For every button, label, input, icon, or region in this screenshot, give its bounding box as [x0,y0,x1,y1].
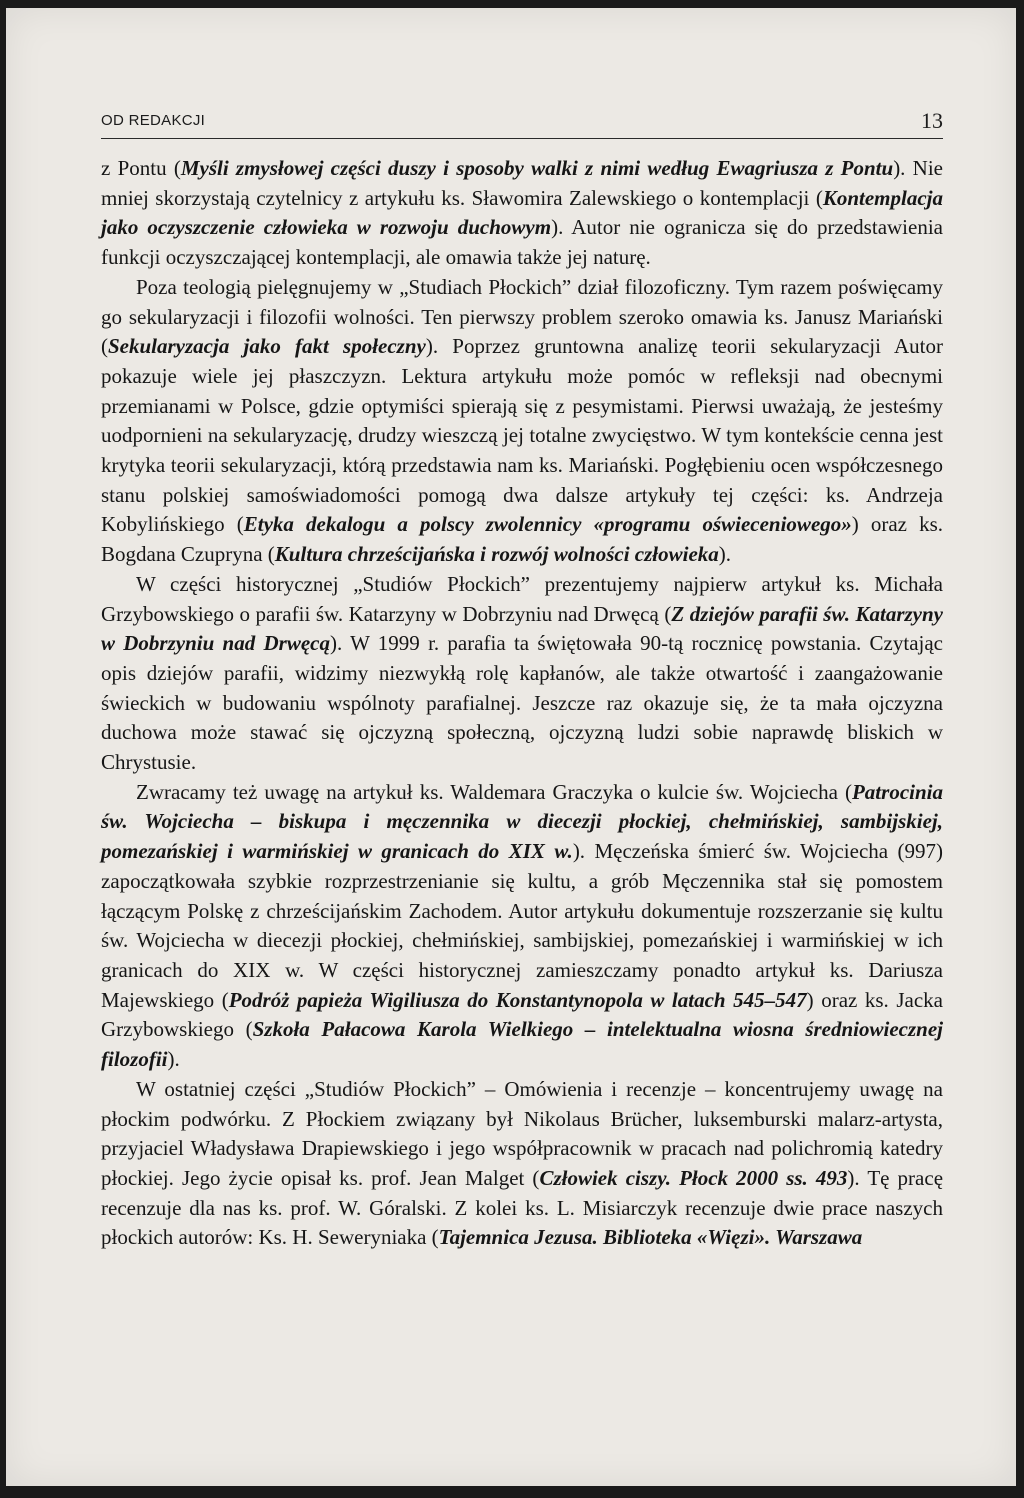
cited-title: Kultura chrześcijańska i rozwój wolności człowieka [274,542,719,567]
page-number: 13 [921,108,943,133]
cited-title: Z dziejów parafii św. Katarzyny w Dobrzyniu nad Drwęcą [101,601,943,656]
text-run: Poza teologią pielęgnujemy w „Studiach Płockich” dział filozoficzny. Tym razem poświęcamy go sekularyzacji i filozofii wolności. Ten pierwszy problem szeroko omawia ks. Janusz Mariański ( [101,274,943,359]
text-run: W części historycznej „Studiów Płockich” prezentujemy najpierw artykuł ks. Michała Grzybowskiego o parafii św. Katarzyny w Dobrzyniu nad Drwęcą ( [101,571,943,626]
paragraph [101,1075,943,1253]
paragraph [101,570,943,778]
text-run: ). [718,542,732,567]
page-header [101,108,943,139]
running-head: OD REDAKCJI [101,112,206,129]
cited-title: Podróż papieża Wigiliusza do Konstantynopola w latach 545–547 [228,987,807,1012]
text-run: ). W 1999 r. parafia ta świętowała 90-tą rocznicę powstania. Czytając opis dziejów parafii, widzimy niezwykłą rolę kapłanów, ale także otwartość i zaangażowanie świeckich w budowaniu wspólnoty parafialnej. Jeszcze raz okazuje się, że ta mała ojczyzna duchowa może stawać się ojczyzną społeczną, ojczyzną ludzi sobie naprawdę bliskich w Chrystusie. [101,631,943,775]
cited-title: Patrocinia św. Wojciecha – biskupa i męczennika w diecezji płockiej, chełmińskiej, sambijskiej, pomezańskiej i warmińskiej w granicach do XIX w. [101,779,943,864]
body-text [101,154,943,1253]
text-run: ) oraz ks. Bogdana Czupryna ( [101,512,943,567]
cited-title: Kontemplacja jako oczyszczenie człowieka w rozwoju duchowym [101,185,943,240]
cited-title: Sekularyzacja jako fakt społeczny [108,334,426,359]
text-run: ) oraz ks. Jacka Grzybowskiego ( [101,987,943,1042]
cited-title: Szkoła Pałacowa Karola Wielkiego – intelektualna wiosna średniowiecznej filozofii [101,1017,944,1072]
text-run: ). Nie mniej skorzystają czytelnicy z artykułu ks. Sławomira Zalewskiego o kontemplacji ( [101,156,943,210]
cited-title: Tajemnica Jezusa. Biblioteka «Więzi». Warszawa [438,1225,863,1250]
paragraph [101,154,943,273]
text-run: ). Poprzez gruntowna analizę teorii sekularyzacji Autor pokazuje wiele jej płaszczyzn. Lektura artykułu może pomóc w refleksji nad obecnymi przemianami w Polsce, gdzie optymiści spierają się z pesymistami. Pierwsi uważają, że jesteśmy uodpornieni na sekularyzację, drudzy wieszczą jej totalne zwycięstwo. W tym kontekście cenna jest krytyka teorii sekularyzacji, którą przedstawia nam ks. Mariański. Pogłębieniu ocen współczesnego stanu polskiej samoświadomości pomogą dwa dalsze artykuły tej części: ks. Andrzeja Kobylińskiego ( [101,334,943,537]
text-run: ). Tę pracę recenzuje dla nas ks. prof. W. Góralski. Z kolei ks. L. Misiarczyk recenzuje dwie prace naszych płockich autorów: Ks. H. Seweryniaka ( [101,1165,944,1250]
text-run: W ostatniej części „Studiów Płockich” – Omówienia i recenzje – koncentrujemy uwagę na płockim podwórku. Z Płockiem związany był Nikolaus Brücher, luksemburski malarz-artysta, przyjaciel Władysława Drapiewskiego i jego współpracownik w pracach nad polichromią katedry płockiej. Jego życie opisał ks. prof. Jean Malget ( [101,1076,943,1190]
text-run: ). Autor nie ogranicza się do przedstawienia funkcji oczyszczającej kontemplacji, ale omawia także jej naturę. [101,215,943,270]
paragraph [101,273,943,570]
text-run: z Pontu ( [101,156,181,180]
page [6,8,1016,1486]
cited-title: Myśli zmysłowej części duszy i sposoby walki z nimi według Ewagriusza z Pontu [180,156,894,180]
text-run: ). [167,1047,180,1072]
text-run: Zwracamy też uwagę na artykuł ks. Waldemara Graczyka o kulcie św. Wojciecha ( [136,779,852,804]
paragraph [101,778,943,1075]
cited-title: Etyka dekalogu a polscy zwolennicy «programu oświeceniowego» [243,512,852,537]
text-run: ). Męczeńska śmierć św. Wojciecha (997) zapoczątkowała szybkie rozprzestrzenianie się kultu, a grób Męczennika stał się pomostem łączącym Polskę z chrześcijańskim Zachodem. Autor artykułu dokumentuje rozszerzanie się kultu św. Wojciecha w diecezji płockiej, chełmińskiej, sambijskiej, pomezańskiej i warmińskiej w ich granicach do XIX w. W części historycznej zamieszczamy ponadto artykuł ks. Dariusza Majewskiego ( [101,839,943,1012]
cited-title: Człowiek ciszy. Płock 2000 ss. 493 [539,1165,848,1190]
